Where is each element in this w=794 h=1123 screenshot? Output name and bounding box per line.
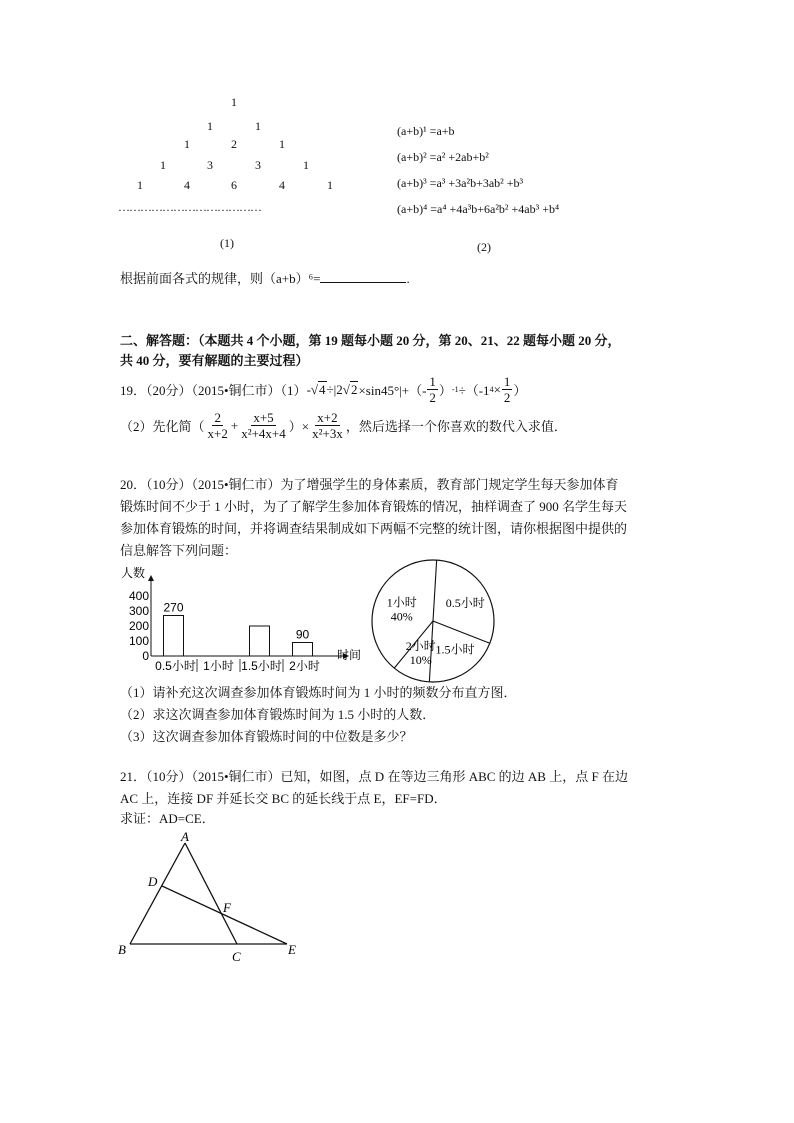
frac-half-b-den: 2 — [503, 390, 511, 405]
answer-blank — [320, 270, 406, 283]
label-d: D — [148, 874, 158, 889]
frac-half-a — [427, 374, 438, 405]
q19-p2-suffix: ，然后选择一个你喜欢的数代入求值． — [345, 419, 567, 434]
q19-exp-neg1: -1 — [451, 385, 459, 394]
q19-part2 — [120, 410, 567, 441]
x-axis-label: 时间 — [337, 648, 362, 662]
pascal-r2-c1: 2 — [231, 137, 237, 151]
label-b: B — [118, 942, 126, 957]
y-tick-100: 100 — [128, 634, 149, 648]
pascal-r2-c2: 1 — [279, 137, 285, 151]
frac-f2-den: x²+4x+4 — [241, 426, 286, 441]
q19-part1 — [120, 374, 526, 405]
q19-plus: + — [230, 417, 239, 433]
frac-f1 — [206, 410, 230, 441]
pascal-r0-c0: 1 — [231, 95, 237, 109]
pie-label-3: 2小时 — [405, 639, 436, 654]
q19-p1g: × — [493, 381, 501, 397]
pascal-dots: ………………………………… — [118, 200, 261, 214]
frac-half-b — [502, 374, 513, 405]
pascal-r3-c1: 3 — [207, 158, 213, 172]
q19-p1c: 2 — [336, 381, 343, 397]
pascal-r3-c0: 1 — [160, 158, 166, 172]
pascal-r3-c3: 1 — [303, 158, 309, 172]
pascal-r3-c2: 3 — [255, 158, 261, 172]
pascal-r4-c1: 4 — [184, 178, 190, 192]
segment-de — [162, 886, 287, 944]
frac-half-a-num: 1 — [429, 374, 436, 389]
q19-exp4: 4 — [489, 385, 494, 394]
y-tick-0: 0 — [142, 649, 149, 663]
frac-f3-num: x+2 — [317, 410, 338, 425]
label-c: C — [232, 949, 241, 964]
pie-chart — [368, 556, 498, 686]
bar-chart — [115, 562, 375, 682]
pascal-r1-c0: 1 — [207, 119, 213, 133]
q19-p1b: ÷| — [326, 381, 337, 397]
pascal-r4-c0: 1 — [137, 178, 143, 192]
fill-question-end: . — [406, 271, 410, 286]
q20-sub3: （3）这次调查参加体育锻炼时间的中位数是多少？ — [120, 729, 413, 744]
expansion-line-4: (a+b)⁴ =a⁴ +4a³b+6a²b² +4ab³ +b⁴ — [397, 202, 560, 216]
q20-line4: 信息解答下列问题： — [120, 543, 238, 558]
y-axis-arrow — [148, 575, 154, 581]
q20-line3: 参加体育锻炼的时间，并将调查结果制成如下两幅不完整的统计图，请你根据图中提供的 — [120, 521, 628, 536]
pie-label-0: 1小时 — [386, 595, 417, 610]
label-a: A — [181, 829, 189, 844]
frac-f1-num: 2 — [214, 410, 221, 425]
pascal-r4-c2: 6 — [231, 178, 237, 192]
bar-0 — [164, 616, 184, 657]
caption-2: (2) — [477, 240, 491, 254]
frac-f2 — [239, 410, 288, 441]
bar-3 — [293, 643, 313, 657]
expansion-line-1: (a+b)¹ =a+b — [397, 124, 455, 138]
frac-f2-num: x+5 — [253, 410, 274, 425]
pie-label-1: 0.5小时 — [445, 595, 485, 610]
q19-p1d: ×sin45°|+（- — [358, 383, 427, 398]
frac-f1-den: x+2 — [207, 426, 228, 441]
q20-line1: 20．（10分）（2015•铜仁市）为了增强学生的身体素质，教育部门规定学生每天参加体育 — [120, 477, 619, 492]
bar-2 — [250, 626, 270, 656]
bar-label-0: 270 — [163, 600, 184, 615]
q20-sub1: （1）请补充这次调查参加体育锻炼时间为 1 小时的频数分布直方图． — [120, 685, 517, 700]
fill-question-text: 根据前面各式的规律，则（a+b）⁶= — [120, 271, 321, 286]
y-tick-400: 400 — [128, 589, 149, 603]
q19-p1f: ÷（-1 — [458, 383, 490, 398]
pie-percent-0: 40% — [390, 609, 413, 624]
frac-f3-den: x²+3x — [312, 426, 343, 441]
q21-line3: 求证：AD=CE． — [120, 811, 215, 826]
label-e: E — [288, 942, 296, 957]
section2-line2: 共 40 分，要有解题的主要过程） — [120, 353, 309, 368]
expansion-line-2: (a+b)² =a² +2ab+b² — [397, 150, 489, 164]
pascal-r1-c1: 1 — [255, 119, 261, 133]
q19-p2-prefix: （2）先化简（ — [120, 419, 205, 434]
y-axis-label: 人数 — [121, 566, 146, 580]
q21-line1: 21．（10分）（2015•铜仁市）已知，如图，点 D 在等边三角形 ABC 的边 AB 上，点 F 在边 — [120, 769, 628, 784]
sqrt-2: 2 — [350, 382, 358, 397]
expansion-line-3: (a+b)³ =a³ +3a²b+3ab² +b³ — [397, 176, 524, 190]
section2-line1: 二、解答题：（本题共 4 个小题，第 19 题每小题 20 分，第 20、21、22 题每小题 20 分， — [120, 333, 621, 348]
triangle-figure — [112, 828, 312, 968]
x-tick-2: 1.5小时 — [241, 659, 282, 673]
pascal-r4-c4: 1 — [327, 178, 333, 192]
y-tick-300: 300 — [128, 604, 149, 618]
frac-half-a-den: 2 — [429, 390, 436, 405]
pascal-r4-c3: 4 — [279, 178, 285, 192]
sqrt-4: 4 — [319, 382, 326, 397]
q19-times: ）× — [288, 419, 310, 434]
frac-half-b-num: 1 — [503, 374, 511, 389]
sqrt-sign-1: √ — [310, 381, 319, 397]
q19-p1a: - — [306, 381, 311, 397]
pascal-r2-c0: 1 — [184, 137, 190, 151]
x-tick-1: 1小时 — [203, 659, 234, 673]
q20-sub2: （2）求这次调查参加体育锻炼时间为 1.5 小时的人数． — [120, 707, 436, 722]
bar-label-3: 90 — [295, 627, 310, 642]
fill-question — [120, 268, 410, 287]
side-ac — [185, 843, 237, 944]
q19-p1e: ） — [438, 383, 452, 398]
sqrt-sign-2: √ — [342, 381, 350, 397]
x-tick-3: 2小时 — [289, 659, 320, 673]
q19-prefix: 19．（20分）（2015•铜仁市）（1） — [120, 383, 307, 398]
q21-line2: AC 上，连接 DF 并延长交 BC 的延长线于点 E，EF=FD． — [120, 791, 447, 806]
y-tick-200: 200 — [128, 619, 149, 633]
label-f: F — [223, 900, 231, 915]
caption-1: (1) — [220, 236, 234, 250]
frac-f3 — [310, 410, 345, 441]
pie-percent-3: 10% — [409, 653, 432, 668]
q19-p1h: ） — [513, 383, 527, 398]
pie-label-2: 1.5小时 — [435, 642, 475, 657]
x-tick-0: 0.5小时 — [155, 659, 196, 673]
q20-line2: 锻炼时间不少于 1 小时，为了了解学生参加体育锻炼的情况，抽样调查了 900 名学生每天 — [120, 499, 628, 514]
